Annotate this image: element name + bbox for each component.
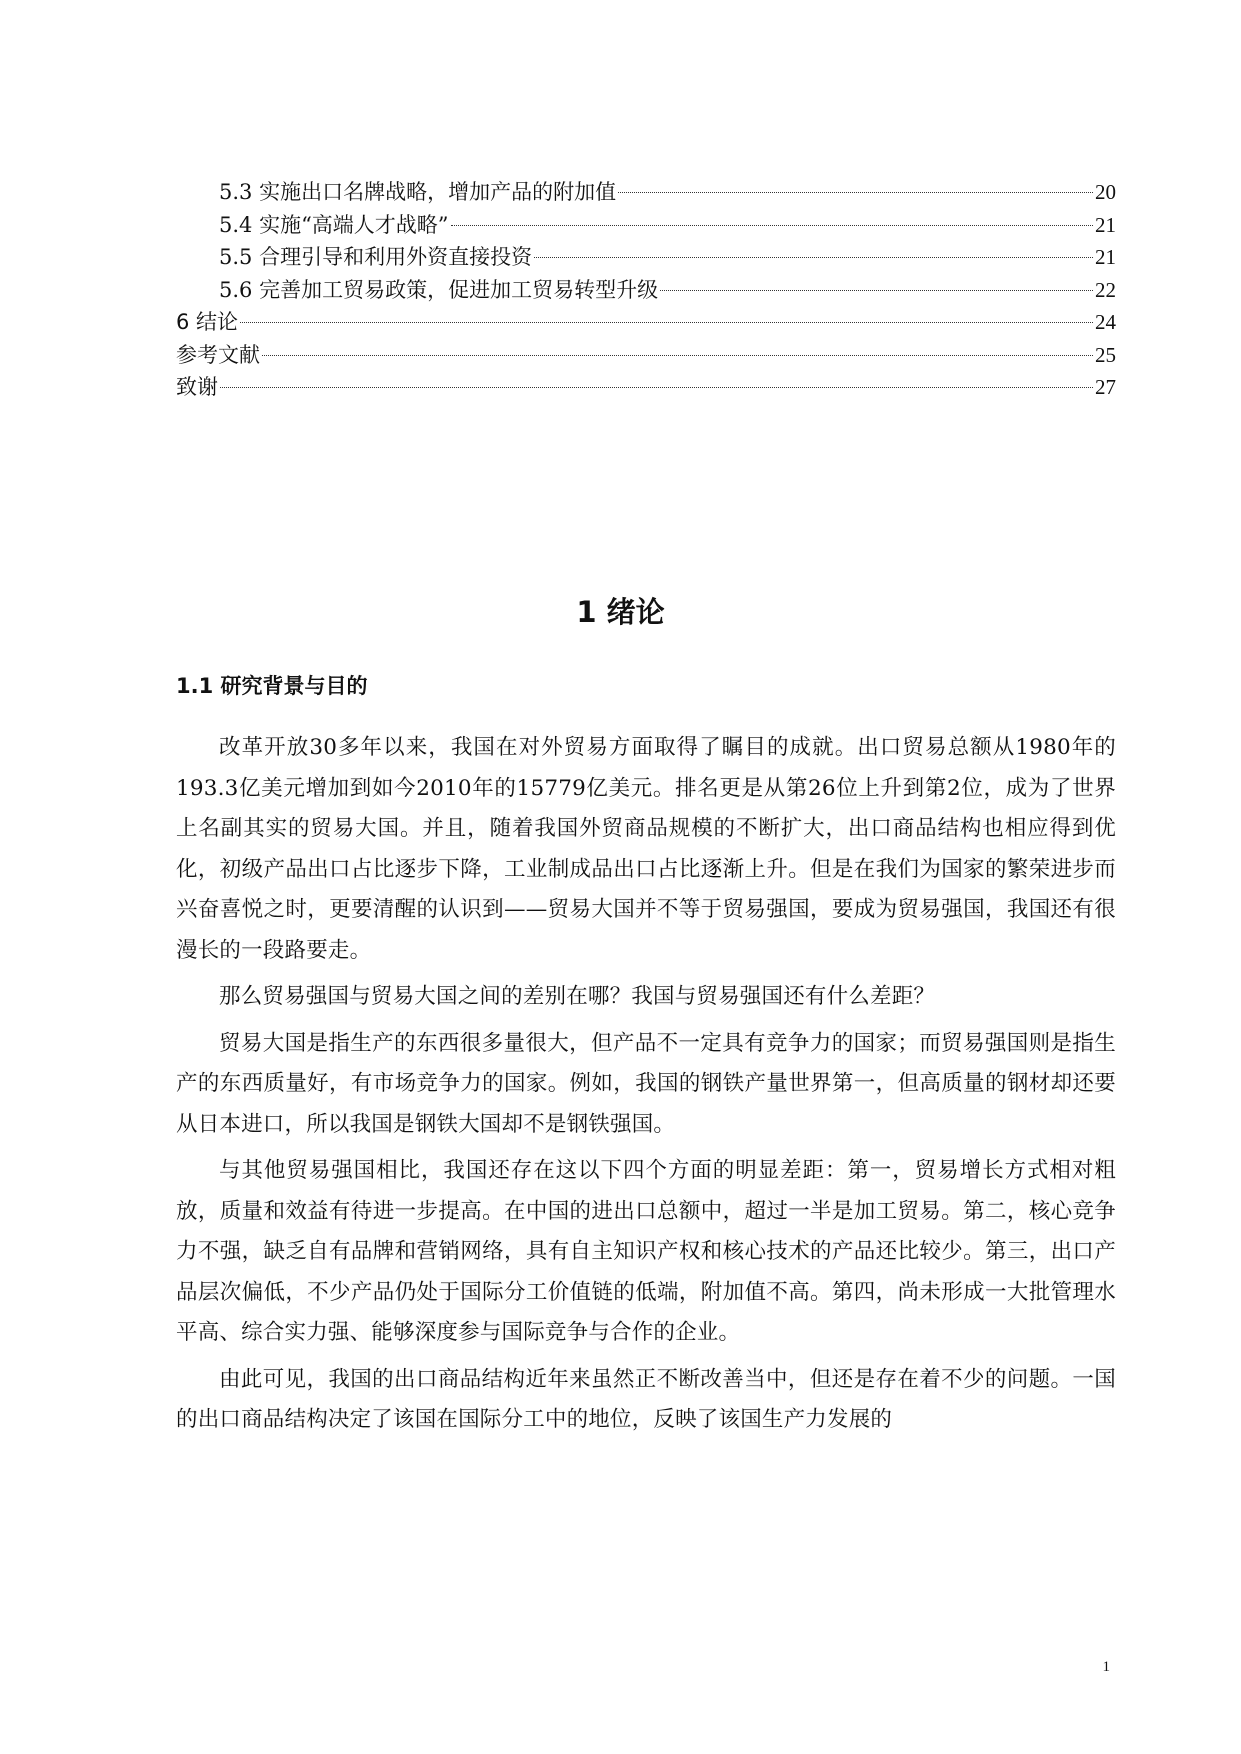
toc-entry[interactable] [176, 176, 1116, 209]
toc-entry-label: 致谢 [176, 375, 218, 399]
toc-entry-page: 21 [1095, 245, 1116, 269]
toc-leader-dots [534, 257, 1093, 258]
table-of-contents [176, 176, 1116, 404]
paragraph: 那么贸易强国与贸易大国之间的差别在哪？我国与贸易强国还有什么差距？ [219, 984, 936, 1009]
toc-entry-page: 24 [1095, 310, 1116, 334]
toc-leader-dots [660, 290, 1093, 291]
toc-leader-dots [240, 322, 1093, 323]
toc-entry-label: 5.5 合理引导和利用外资直接投资 [219, 245, 533, 269]
toc-leader-dots [618, 192, 1093, 193]
chapter-title: 1 绪论 [576, 595, 665, 629]
body-text [176, 728, 1116, 1447]
toc-entry[interactable] [176, 306, 1116, 339]
toc-leader-dots [220, 387, 1093, 388]
toc-leader-dots [262, 355, 1093, 356]
paragraph: 贸易大国是指生产的东西很多量很大，但产品不一定具有竞争力的国家；而贸易强国则是指生产的东西质量好，有市场竞争力的国家。例如，我国的钢铁产量世界第一，但高质量的钢材却还要从日本进口，所以我国是钢铁大国却不是钢铁强国。 [176, 1030, 1116, 1137]
page-number: 1 [1102, 1659, 1110, 1675]
toc-entry-label: 5.4 实施“高端人才战略” [219, 212, 449, 237]
paragraph: 由此可见，我国的出口商品结构近年来虽然正不断改善当中，但还是存在着不少的问题。一国的出口商品结构决定了该国在国际分工中的地位，反映了该国生产力发展的 [176, 1366, 1116, 1432]
toc-leader-dots [451, 225, 1093, 226]
toc-entry-page: 25 [1095, 342, 1116, 367]
toc-entry-page: 27 [1095, 375, 1116, 399]
toc-entry-label: 6 结论 [176, 310, 239, 334]
toc-entry-label: 5.3 实施出口名牌战略，增加产品的附加值 [219, 180, 617, 204]
toc-entry[interactable] [176, 339, 1116, 372]
toc-entry-page: 21 [1095, 212, 1116, 237]
paragraph: 改革开放30多年以来，我国在对外贸易方面取得了瞩目的成就。出口贸易总额从1980年的193.3亿美元增加到如今2010年的15779亿美元。排名更是从第26位上升到第2位，成为了世界上名副其实的贸易大国。并且，随着我国外贸商品规模的不断扩大，出口商品结构也相应得到优化，初级产品出口占比逐步下降，工业制成品出口占比逐渐上升。但是在我们为国家的繁荣进步而兴奋喜悦之时，更要清醒的认识到——贸易大国并不等于贸易强国，要成为贸易强国，我国还有很漫长的一段路要走。 [176, 735, 1116, 963]
toc-entry-page: 20 [1095, 180, 1116, 204]
toc-entry[interactable] [176, 209, 1116, 242]
toc-entry-label: 参考文献 [176, 342, 260, 367]
toc-entry-page: 22 [1095, 277, 1116, 302]
paragraph: 与其他贸易强国相比，我国还存在这以下四个方面的明显差距：第一，贸易增长方式相对粗放，质量和效益有待进一步提高。在中国的进出口总额中，超过一半是加工贸易。第二，核心竞争力不强，缺乏自有品牌和营销网络，具有自主知识产权和核心技术的产品还比较少。第三，出口产品层次偏低，不少产品仍处于国际分工价值链的低端，附加值不高。第四，尚未形成一大批管理水平高、综合实力强、能够深度参与国际竞争与合作的企业。 [176, 1158, 1116, 1345]
toc-entry[interactable] [176, 274, 1116, 307]
section-title: 1.1 研究背景与目的 [176, 674, 368, 698]
toc-entry-label: 5.6 完善加工贸易政策，促进加工贸易转型升级 [219, 277, 659, 302]
toc-entry[interactable] [176, 241, 1116, 274]
toc-entry[interactable] [176, 371, 1116, 404]
